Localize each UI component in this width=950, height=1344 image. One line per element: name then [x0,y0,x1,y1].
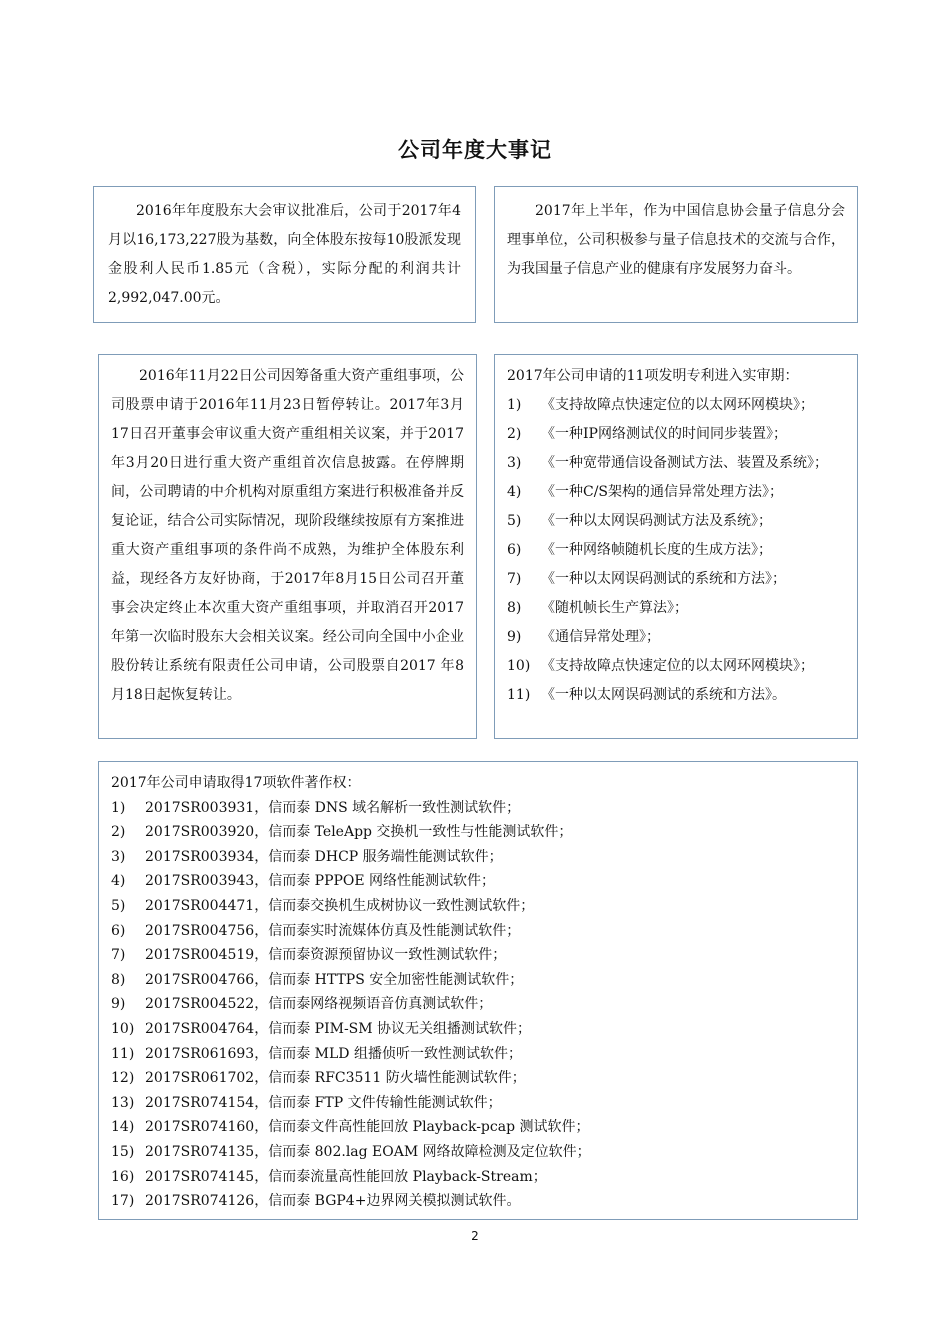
patent-item-number: 3) [507,455,522,471]
software-item-number: 11) [111,1045,135,1062]
patent-item [507,478,849,507]
software-item-number: 14) [111,1119,135,1136]
patent-item [507,420,849,449]
patent-item-number: 5) [507,513,522,529]
software-item-number: 5) [111,897,126,914]
software-item-number: 12) [111,1070,135,1087]
quantum-box [494,186,858,323]
software-item-number: 2) [111,824,126,841]
software-item [111,796,845,821]
restructure-text: 2016年11月22日公司因筹备重大资产重组事项，公司股票申请于2016年11月23日暂停转让。2017年3月17日召开董事会审议重大资产重组相关议案，并于2017年3月20日进行重大资产重组首次信息披露。在停牌期间，公司聘请的中介机构对原重组方案进行积极准备并反复论证，结合公司实际情况，现阶段继续按原有方案推进重大资产重组事项的条件尚不成熟，为维护全体股东利益，现经各方友好协商，于2017年8月15日公司召开董事会决定终止本次重大资产重组事项，并取消召开2017年第一次临时股东大会相关议案。经公司向全国中小企业股份转让系统有限责任公司申请，公司股票自2017 年8月18日起恢复转让。 [111,368,464,703]
software-item-text: 2017SR061693，信而泰 MLD 组播侦听一致性测试软件； [145,1045,522,1062]
software-item-number: 4) [111,873,126,890]
software-item-text: 2017SR003943，信而泰 PPPOE 网络性能测试软件； [145,873,496,890]
software-item-text: 2017SR074135，信而泰 802.lag EOAM 网络故障检测及定位软件； [145,1143,591,1160]
software-item-text: 2017SR003931，信而泰 DNS 域名解析一致性测试软件； [145,799,521,816]
software-item [111,1091,845,1116]
patent-item-text: 《一种以太网误码测试的系统和方法》； [541,571,786,587]
patent-item-number: 8) [507,600,522,616]
software-item [111,968,845,993]
patent-item [507,623,849,652]
software-heading: 2017年公司申请取得17项软件著作权： [111,775,361,791]
patent-item [507,391,849,420]
patent-item-number: 7) [507,571,522,587]
patent-item-text: 《一种宽带通信设备测试方法、装置及系统》； [541,455,828,471]
patent-item-number: 6) [507,542,522,558]
software-item-text: 2017SR004471，信而泰交换机生成树协议一致性测试软件； [145,897,535,914]
software-item-number: 9) [111,996,126,1013]
patent-item-number: 9) [507,629,522,645]
software-item [111,869,845,894]
software-item-number: 17) [111,1193,135,1210]
page-title: 公司年度大事记 [398,138,552,162]
page-number: 2 [471,1229,479,1243]
software-item-number: 1) [111,799,126,816]
software-item [111,1189,845,1214]
patent-item [507,594,849,623]
software-item [111,1017,845,1042]
patent-item-text: 《支持故障点快速定位的以太网环网模块》； [541,397,814,413]
patent-item [507,536,849,565]
software-item-text: 2017SR004519，信而泰资源预留协议一致性测试软件； [145,947,507,964]
software-item [111,894,845,919]
software-item-text: 2017SR004766，信而泰 HTTPS 安全加密性能测试软件； [145,971,524,988]
software-item-number: 15) [111,1143,135,1160]
software-item [111,1165,845,1190]
software-item [111,919,845,944]
software-item-text: 2017SR003920，信而泰 TeleApp 交换机一致性与性能测试软件； [145,824,573,841]
patent-item [507,449,849,478]
software-item-text: 2017SR003934，信而泰 DHCP 服务端性能测试软件； [145,848,503,865]
software-item-text: 2017SR004764，信而泰 PIM-SM 协议无关组播测试软件； [145,1020,532,1037]
software-item [111,1140,845,1165]
software-item-text: 2017SR074145，信而泰流量高性能回放 Playback-Stream； [145,1168,547,1185]
patent-item-number: 2) [507,426,522,442]
software-item-text: 2017SR061702，信而泰 RFC3511 防火墙性能测试软件； [145,1070,526,1087]
patent-item-number: 11) [507,687,531,703]
software-item [111,943,845,968]
software-item [111,992,845,1017]
software-item-number: 8) [111,971,126,988]
software-item [111,1066,845,1091]
patent-item-text: 《随机帧长生产算法》； [541,600,688,616]
software-item-number: 3) [111,848,126,865]
software-list [111,796,845,1214]
patent-item-text: 《一种以太网误码测试的系统和方法》。 [541,687,786,703]
software-item-text: 2017SR004756，信而泰实时流媒体仿真及性能测试软件； [145,922,521,939]
dividend-box [93,186,476,323]
software-item-text: 2017SR074154，信而泰 FTP 文件传输性能测试软件； [145,1094,502,1111]
software-item-text: 2017SR004522，信而泰网络视频语音仿真测试软件； [145,996,493,1013]
patent-item-text: 《支持故障点快速定位的以太网环网模块》； [541,658,814,674]
patent-item [507,565,849,594]
software-item-text: 2017SR074160，信而泰文件高性能回放 Playback-pcap 测试软件； [145,1119,590,1136]
patent-item [507,507,849,536]
software-item-number: 7) [111,947,126,964]
patent-item-text: 《一种以太网误码测试方法及系统》； [541,513,772,529]
quantum-text: 2017年上半年，作为中国信息协会量子信息分会理事单位，公司积极参与量子信息技术的交流与合作，为我国量子信息产业的健康有序发展努力奋斗。 [507,203,845,277]
software-item [111,820,845,845]
patent-item-number: 4) [507,484,522,500]
software-item [111,1115,845,1140]
patents-box [494,354,858,739]
patent-item-number: 10) [507,658,531,674]
restructure-box [98,354,477,739]
patent-item [507,681,849,710]
software-box [98,761,858,1220]
patent-item-text: 《一种C/S架构的通信异常处理方法》； [541,484,784,500]
patent-item-number: 1) [507,397,522,413]
software-item [111,1042,845,1067]
software-item [111,845,845,870]
software-item-number: 13) [111,1094,135,1111]
software-item-number: 10) [111,1020,135,1037]
patent-item-text: 《一种IP网络测试仪的时间同步装置》； [541,426,787,442]
patent-item [507,652,849,681]
patents-heading: 2017年公司申请的11项发明专利进入实审期： [507,368,799,384]
software-item-text: 2017SR074126，信而泰 BGP4+边界网关模拟测试软件。 [145,1193,521,1210]
software-item-number: 6) [111,922,126,939]
patent-list [507,391,849,710]
software-item-number: 16) [111,1168,135,1185]
patent-item-text: 《一种网络帧随机长度的生成方法》； [541,542,772,558]
patent-item-text: 《通信异常处理》； [541,629,660,645]
dividend-text: 2016年年度股东大会审议批准后，公司于2017年4月以16,173,227股为基数，向全体股东按每10股派发现金股利人民币1.85元（含税），实际分配的利润共计2,992,047.00元。 [108,203,461,306]
